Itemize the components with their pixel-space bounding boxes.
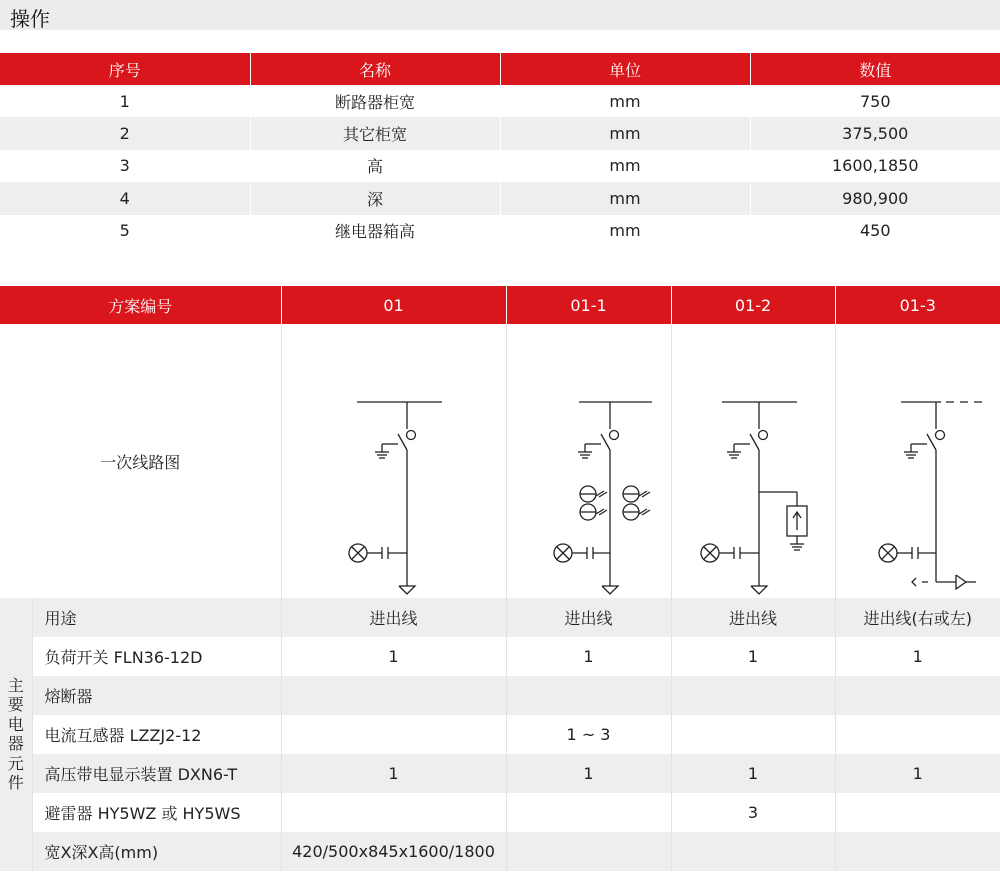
scheme-header-row: [0, 286, 1000, 324]
spec-cell: mm: [500, 215, 750, 247]
spec-cell: mm: [500, 117, 750, 149]
table-row: [0, 85, 1000, 117]
component-value: [506, 676, 671, 715]
section-title: 操作: [10, 7, 50, 31]
spec-cell: 高: [250, 150, 500, 182]
table-row: [0, 754, 1000, 793]
component-value: 1: [281, 754, 506, 793]
single-line-diagram-icon: [282, 324, 507, 598]
spec-cell: 深: [250, 182, 500, 214]
component-value: 1: [835, 754, 1000, 793]
component-value: 进出线(右或左): [835, 598, 1000, 637]
component-value: [281, 676, 506, 715]
component-value: [835, 676, 1000, 715]
component-value: [281, 793, 506, 832]
table-row: [0, 676, 1000, 715]
component-value: [671, 832, 835, 871]
component-value: [671, 676, 835, 715]
spec-cell: 5: [0, 215, 250, 247]
spec-cell: 2: [0, 117, 250, 149]
spec-cell: 1600,1850: [750, 150, 1000, 182]
component-label: 负荷开关 FLN36-12D: [32, 637, 281, 676]
component-label: 用途: [32, 598, 281, 637]
component-value: 1: [835, 637, 1000, 676]
component-value: 1: [671, 754, 835, 793]
component-value: 1: [281, 637, 506, 676]
table-row: [0, 793, 1000, 832]
single-line-diagram-icon: [836, 324, 1000, 598]
table-row: [0, 832, 1000, 871]
scheme-table: [0, 286, 1000, 871]
table-row: [0, 150, 1000, 182]
component-value: 420/500x845x1600/1800: [281, 832, 506, 871]
table-row: [0, 117, 1000, 149]
spec-header-cell: 单位: [500, 53, 750, 85]
component-value: 进出线: [671, 598, 835, 637]
component-label: 电流互感器 LZZJ2-12: [32, 715, 281, 754]
spec-cell: 断路器柜宽: [250, 85, 500, 117]
circuit-diagram-01-2: [671, 324, 835, 598]
component-value: 1: [506, 637, 671, 676]
single-line-diagram-icon: [672, 324, 836, 598]
component-value: [506, 793, 671, 832]
spec-cell: 375,500: [750, 117, 1000, 149]
spec-cell: 980,900: [750, 182, 1000, 214]
circuit-diagram-01: [281, 324, 506, 598]
component-value: 1 ~ 3: [506, 715, 671, 754]
scheme-header-cell: 01-2: [671, 286, 835, 324]
scheme-header-cell: 方案编号: [0, 286, 281, 324]
scheme-header-cell: 01-1: [506, 286, 671, 324]
diagram-row: [0, 324, 1000, 598]
table-row: [0, 598, 1000, 637]
spec-cell: 750: [750, 85, 1000, 117]
group-label-cell: [0, 598, 32, 871]
single-line-diagram-icon: [507, 324, 672, 598]
component-label: 避雷器 HY5WZ 或 HY5WS: [32, 793, 281, 832]
spec-header-row: [0, 53, 1000, 85]
component-value: [835, 832, 1000, 871]
table-row: [0, 715, 1000, 754]
circuit-diagram-01-1: [506, 324, 671, 598]
spec-cell: 1: [0, 85, 250, 117]
component-value: 1: [506, 754, 671, 793]
component-value: [835, 715, 1000, 754]
spec-header-cell: 序号: [0, 53, 250, 85]
diagram-label: 一次线路图: [0, 324, 281, 598]
component-label: 熔断器: [32, 676, 281, 715]
group-label: 主要电器元件: [7, 675, 24, 793]
spec-cell: 继电器箱高: [250, 215, 500, 247]
scheme-header-cell: 01: [281, 286, 506, 324]
spec-header-cell: 数值: [750, 53, 1000, 85]
scheme-header-cell: 01-3: [835, 286, 1000, 324]
component-value: 进出线: [281, 598, 506, 637]
section-header: [0, 0, 1000, 30]
circuit-diagram-01-3: [835, 324, 1000, 598]
spec-cell: mm: [500, 150, 750, 182]
component-value: 进出线: [506, 598, 671, 637]
spec-header-cell: 名称: [250, 53, 500, 85]
component-label: 宽X深X高(mm): [32, 832, 281, 871]
table-row: [0, 182, 1000, 214]
component-label: 高压带电显示装置 DXN6-T: [32, 754, 281, 793]
spec-cell: mm: [500, 85, 750, 117]
spec-cell: mm: [500, 182, 750, 214]
spec-cell: 4: [0, 182, 250, 214]
spec-cell: 其它柜宽: [250, 117, 500, 149]
spec-cell: 450: [750, 215, 1000, 247]
spec-cell: 3: [0, 150, 250, 182]
component-value: [835, 793, 1000, 832]
table-row: [0, 637, 1000, 676]
component-value: 3: [671, 793, 835, 832]
spec-table: [0, 53, 1000, 247]
table-row: [0, 215, 1000, 247]
component-value: [281, 715, 506, 754]
component-value: [671, 715, 835, 754]
component-value: 1: [671, 637, 835, 676]
component-value: [506, 832, 671, 871]
